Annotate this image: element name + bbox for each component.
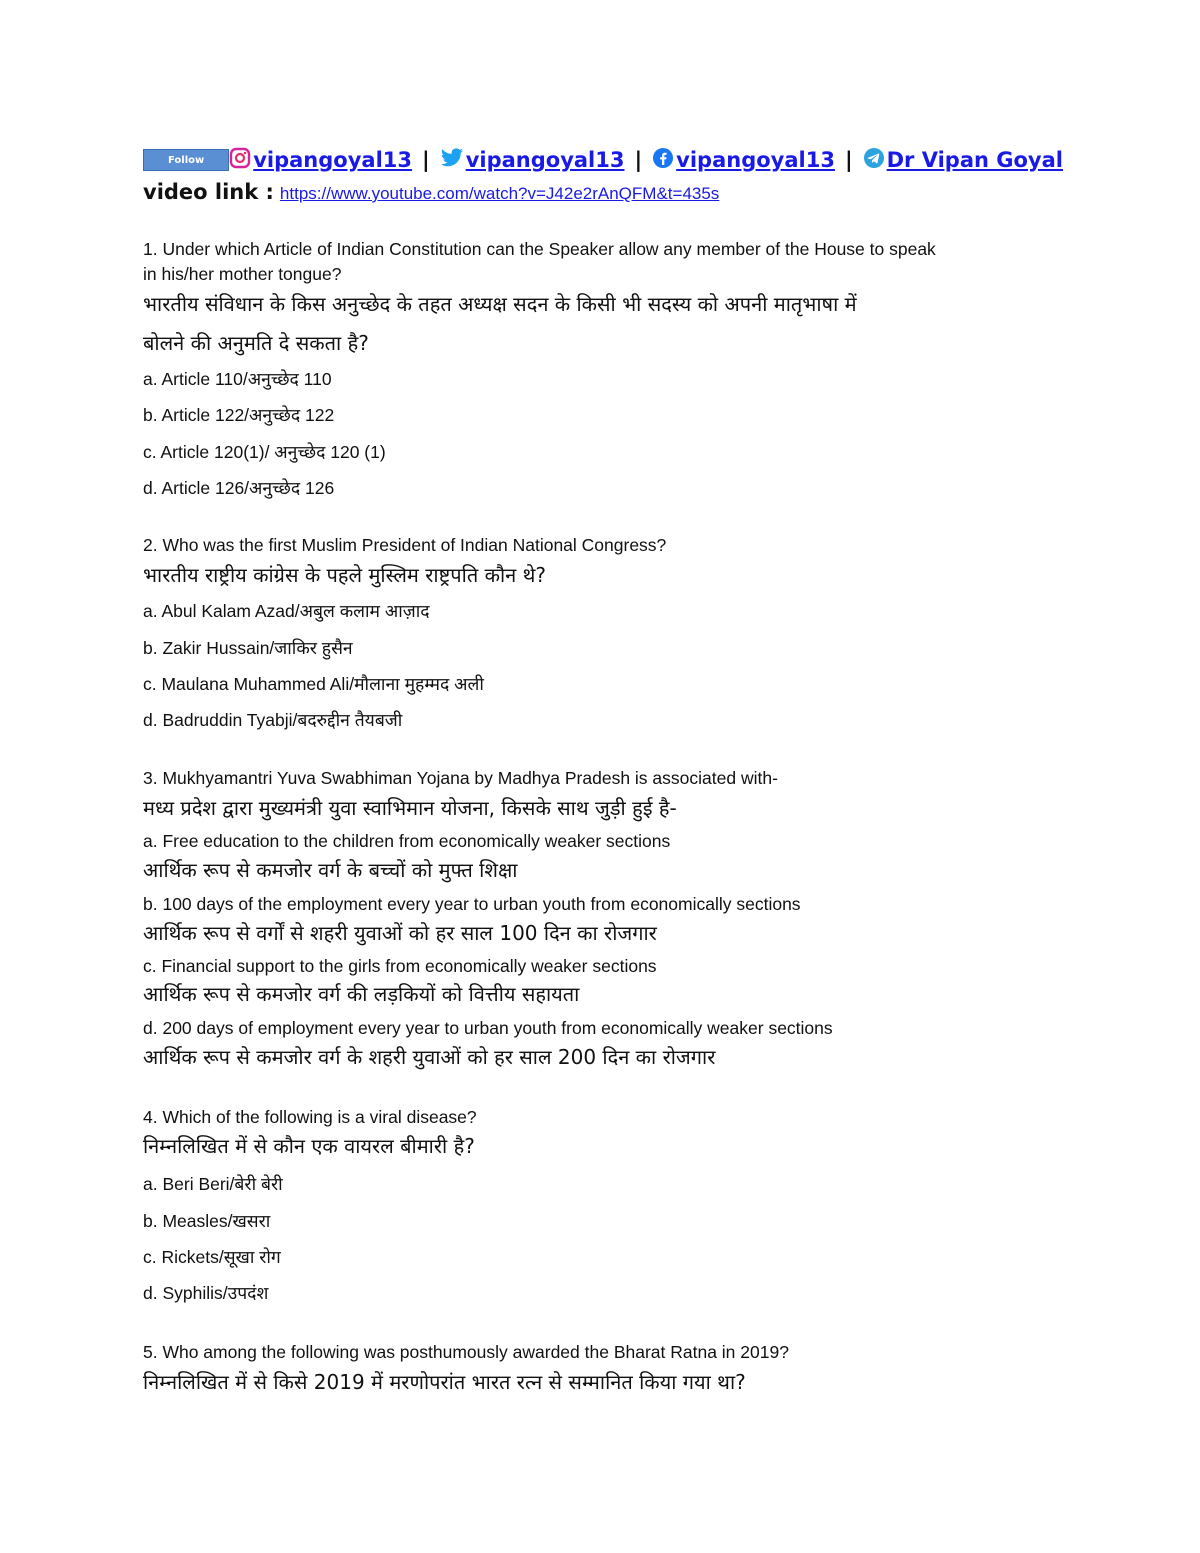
video-link-row bbox=[143, 180, 1063, 210]
option-d-hi: आर्थिक रूप से कमजोर वर्ग के शहरी युवाओं को हर साल 200 दिन का रोजगार bbox=[143, 1045, 716, 1069]
video-link-label: video link : bbox=[143, 180, 274, 204]
option-b: b. Measles/खसरा bbox=[143, 1211, 271, 1231]
option-c-hi: आर्थिक रूप से कमजोर वर्ग की लड़कियों को वित्तीय सहायता bbox=[143, 982, 580, 1006]
option-a: a. Article 110/अनुच्छेद 110 bbox=[143, 369, 332, 389]
option-c: c. Maulana Muhammed Ali/मौलाना मुहम्मद अली bbox=[143, 674, 484, 694]
option-c: c. Rickets/सूखा रोग bbox=[143, 1247, 281, 1267]
option-d: d. Syphilis/उपदंश bbox=[143, 1283, 269, 1303]
social-links-bar bbox=[143, 140, 1063, 180]
option-b: b. Zakir Hussain/जाकिर हुसैन bbox=[143, 638, 353, 658]
option-b: b. 100 days of the employment every year to urban youth from economically sections bbox=[143, 894, 801, 914]
option-d: d. Article 126/अनुच्छेद 126 bbox=[143, 478, 335, 498]
option-b-hi: आर्थिक रूप से वर्गों से शहरी युवाओं को हर साल 100 दिन का रोजगार bbox=[143, 921, 657, 945]
question-text-en: 2. Who was the first Muslim President of Indian National Congress? bbox=[143, 535, 667, 555]
question-text-hi: भारतीय संविधान के किस अनुच्छेद के तहत अध्यक्ष सदन के किसी भी सदस्य को अपनी मातृभाषा में bbox=[143, 292, 857, 316]
option-b: b. Article 122/अनुच्छेद 122 bbox=[143, 405, 335, 425]
option-d: d. Badruddin Tyabji/बदरुद्दीन तैयबजी bbox=[143, 710, 403, 730]
separator: | bbox=[422, 148, 430, 172]
question-text-en: 1. Under which Article of Indian Constitution can the Speaker allow any member of the House to speak bbox=[143, 239, 936, 259]
option-c: c. Financial support to the girls from economically weaker sections bbox=[143, 956, 657, 976]
document-page bbox=[143, 140, 1063, 1394]
separator: | bbox=[634, 148, 643, 172]
video-url-link[interactable]: https://www.youtube.com/watch?v=J42e2rAnQFM&t=435s bbox=[279, 184, 720, 203]
facebook-link[interactable]: vipangoyal13 bbox=[676, 148, 835, 172]
option-c: c. Article 120(1)/ अनुच्छेद 120 (1) bbox=[143, 442, 386, 462]
option-a-hi: आर्थिक रूप से कमजोर वर्ग के बच्चों को मुफ्त शिक्षा bbox=[143, 858, 518, 882]
twitter-icon bbox=[440, 147, 464, 174]
follow-button[interactable]: Follow bbox=[143, 149, 229, 171]
separator: | bbox=[844, 148, 853, 172]
question-text-en: 3. Mukhyamantri Yuva Swabhiman Yojana by Madhya Pradesh is associated with- bbox=[143, 768, 778, 788]
question-text-hi: निम्नलिखित में से किसे 2019 में मरणोपरांत भारत रत्न से सम्मानित किया गया था? bbox=[143, 1370, 746, 1394]
instagram-link[interactable]: vipangoyal13 bbox=[253, 148, 413, 172]
option-a: a. Free education to the children from economically weaker sections bbox=[143, 831, 671, 851]
question-text-en: 4. Which of the following is a viral disease? bbox=[143, 1107, 477, 1127]
twitter-link[interactable]: vipangoyal13 bbox=[465, 148, 625, 172]
option-a: a. Beri Beri/बेरी बेरी bbox=[143, 1174, 283, 1194]
question-text-hi: मध्य प्रदेश द्वारा मुख्यमंत्री युवा स्वाभिमान योजना, किसके साथ जुड़ी हुई है- bbox=[143, 796, 677, 820]
telegram-icon bbox=[863, 147, 885, 174]
facebook-icon bbox=[652, 147, 674, 174]
option-d: d. 200 days of employment every year to urban youth from economically weaker sections bbox=[143, 1018, 833, 1038]
instagram-icon bbox=[229, 147, 251, 174]
question-text-hi: निम्नलिखित में से कौन एक वायरल बीमारी है? bbox=[143, 1134, 475, 1158]
question-text-hi: भारतीय राष्ट्रीय कांग्रेस के पहले मुस्लिम राष्ट्रपति कौन थे? bbox=[143, 563, 546, 587]
question-text-en: in his/her mother tongue? bbox=[143, 264, 342, 284]
option-a: a. Abul Kalam Azad/अबुल कलाम आज़ाद bbox=[143, 601, 430, 621]
telegram-link[interactable]: Dr Vipan Goyal bbox=[886, 148, 1063, 172]
question-text-en: 5. Who among the following was posthumously awarded the Bharat Ratna in 2019? bbox=[143, 1342, 789, 1362]
question-text-hi: बोलने की अनुमति दे सकता है? bbox=[143, 331, 369, 355]
